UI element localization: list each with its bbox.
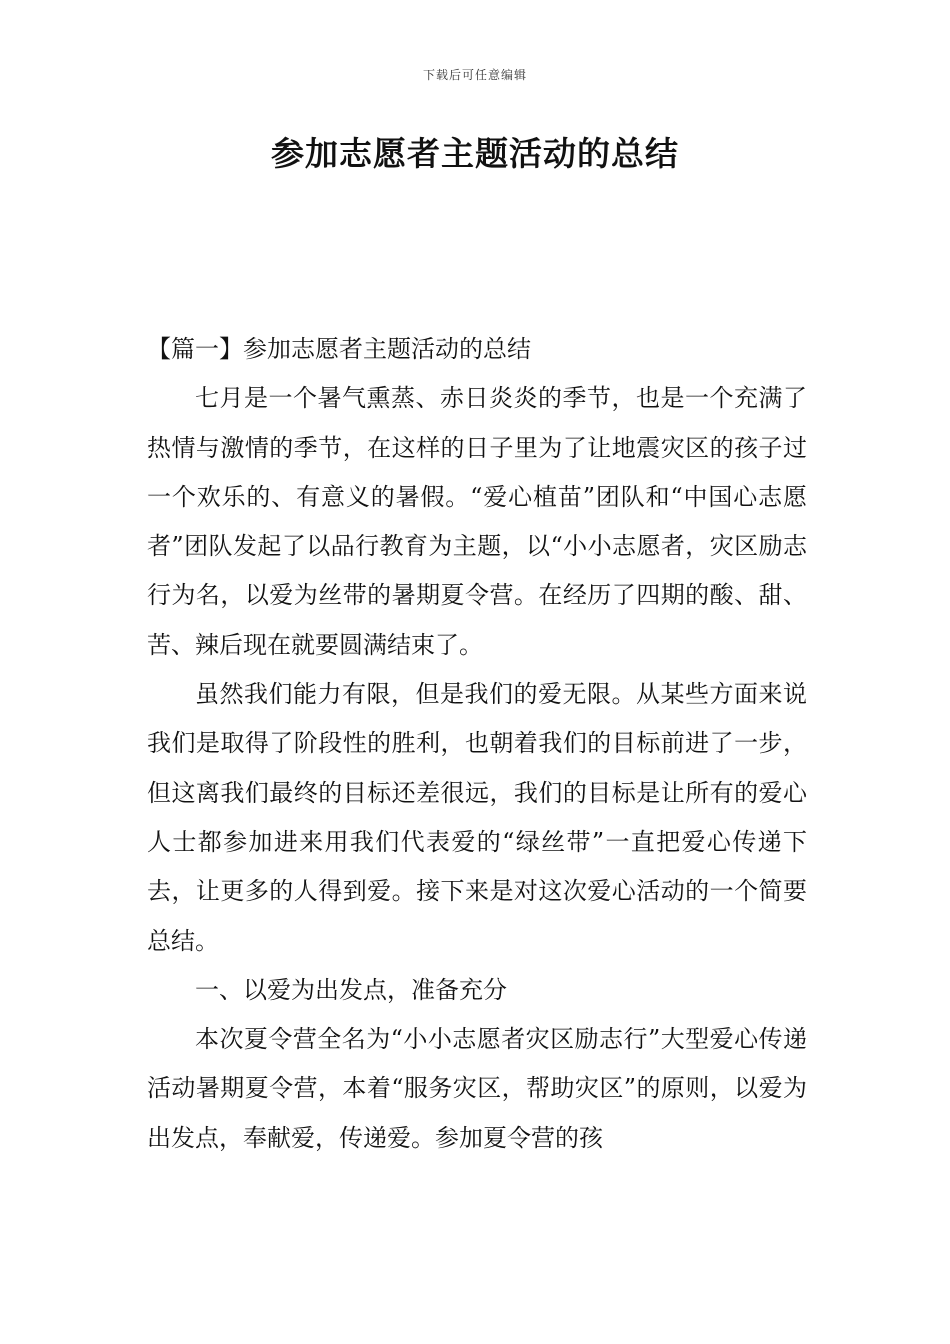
paragraph-3: 本次夏令营全名为“小小志愿者灾区励志行”大型爱心传递活动暑期夏令营，本着“服务灾区，帮助灾区”的原则，以爱为出发点，奉献爱，传递爱。参加夏令营的孩 — [147, 1025, 807, 1152]
document-body — [147, 325, 807, 1163]
subsection-heading: 一、以爱为出发点，准备充分 — [195, 975, 507, 1004]
paragraph-1: 七月是一个暑气熏蒸、赤日炎炎的季节，也是一个充满了热情与激情的季节，在这样的日子里为了让地震灾区的孩子过一个欢乐的、有意义的暑假。“爱心植苗”团队和“中国心志愿者”团队发起了以品行教育为主题，以“小小志愿者，灾区励志行为名，以爱为丝带的暑期夏令营。在经历了四期的酸、甜、苦、辣后现在就要圆满结束了。 — [147, 384, 807, 659]
header-note: 下载后可任意编辑 — [422, 68, 527, 82]
document-title: 参加志愿者主题活动的总结 — [271, 134, 679, 173]
paragraph-2: 虽然我们能力有限，但是我们的爱无限。从某些方面来说我们是取得了阶段性的胜利，也朝着我们的目标前进了一步，但这离我们最终的目标还差很远，我们的目标是让所有的爱心人士都参加进来用我们代表爱的“绿丝带”一直把爱心传递下去，让更多的人得到爱。接下来是对这次爱心活动的一个简要总结。 — [147, 680, 807, 955]
section-heading: 【篇一】参加志愿者主题活动的总结 — [147, 335, 531, 363]
